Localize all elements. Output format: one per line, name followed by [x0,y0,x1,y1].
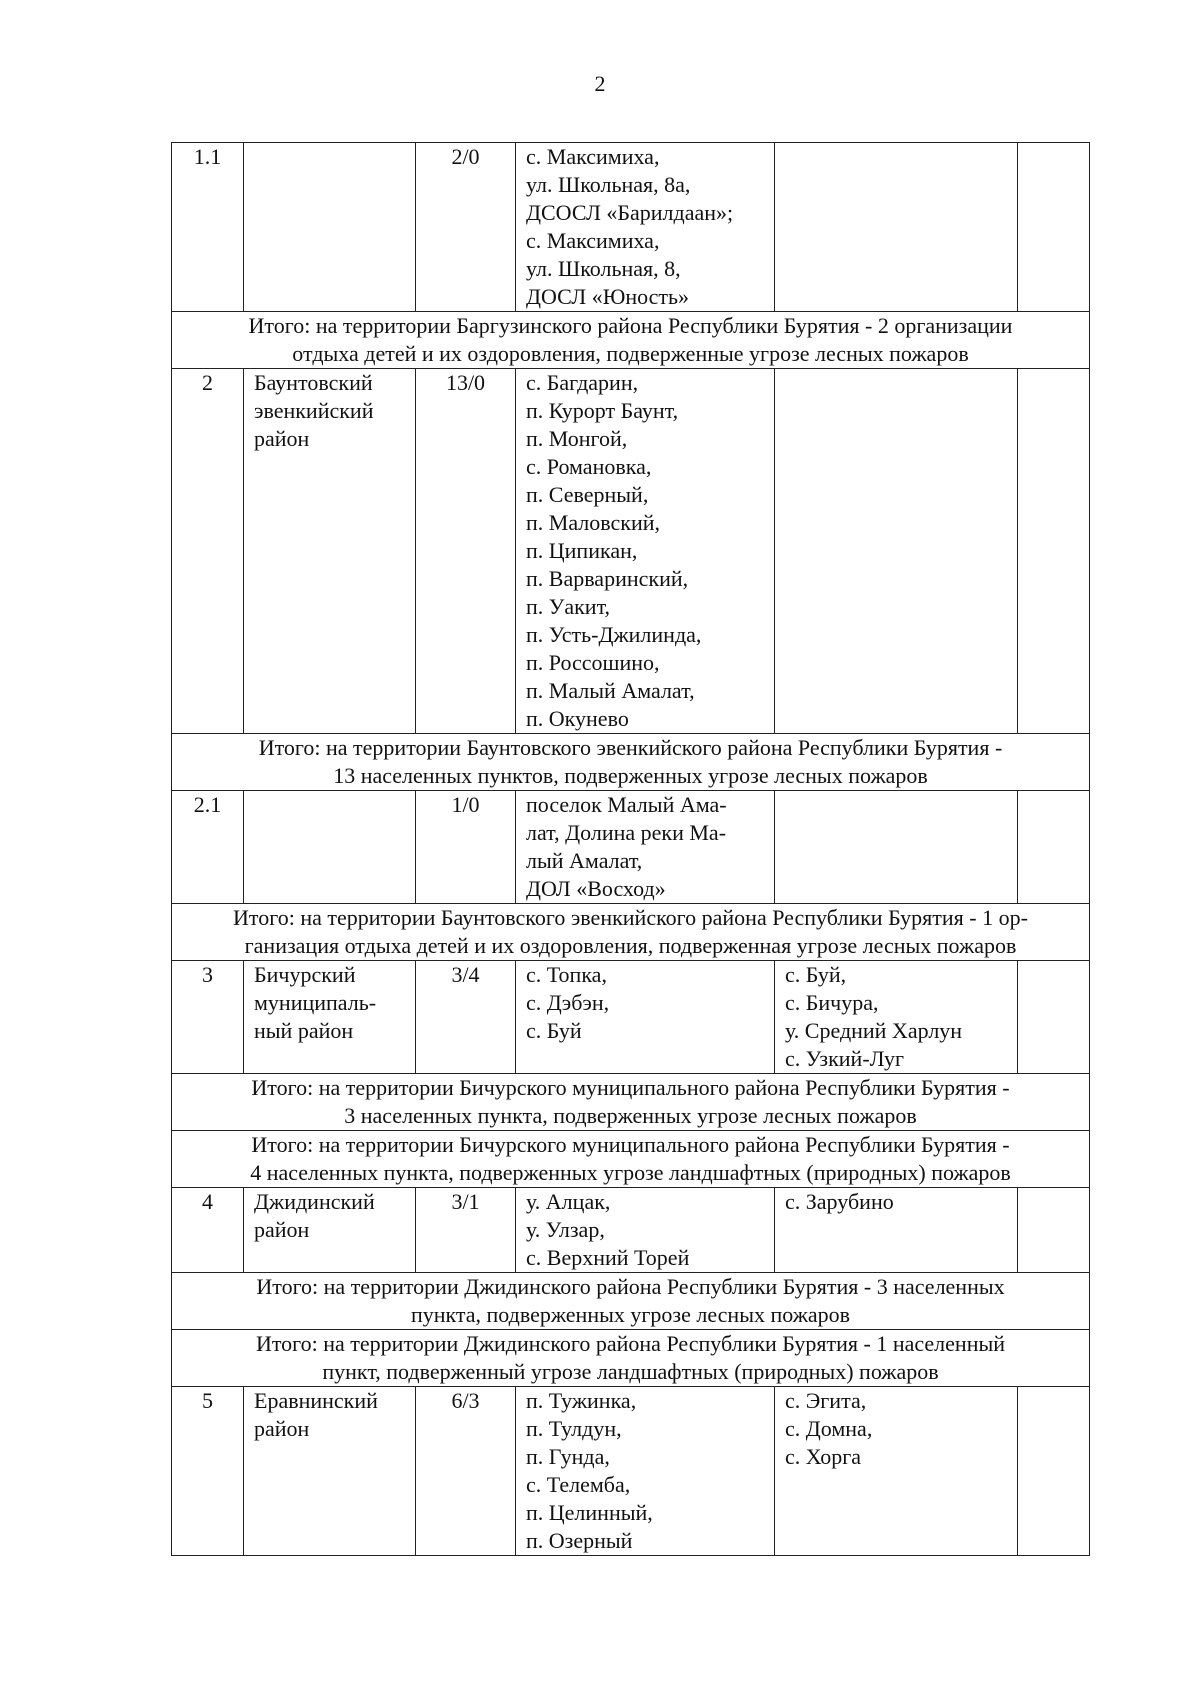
total-text: Итого: на территории Баргузинского района Республики Бурятия - 2 организации отдыха детей и их оздоровления, подверженные угрозе лесных пожаров [172,312,1090,369]
notes-cell [1018,1188,1090,1273]
district-cell: Джидинский район [244,1188,416,1273]
notes-cell [1018,791,1090,904]
notes-cell [1018,369,1090,734]
total-row [172,1131,1090,1188]
notes-cell [1018,1387,1090,1556]
table-row [172,961,1090,1074]
landscape-fire-settlements-cell: с. Эгита, с. Домна, с. Хорга [775,1387,1018,1556]
settlement-count-cell: 2/0 [416,143,516,312]
page-number: 2 [594,71,606,96]
row-number-cell: 2.1 [172,791,244,904]
forest-fire-settlements-cell: с. Багдарин, п. Курорт Баунт, п. Монгой, с. Романовка, п. Северный, п. Маловский, п. Ципикан, п. Варваринский, п. Уакит, п. Усть-Джилинда, п. Россошино, п. Малый Амалат, п. Окунево [516,369,775,734]
settlement-count-cell: 3/4 [416,961,516,1074]
total-text: Итого: на территории Бичурского муниципального района Республики Бурятия - 3 населенных пункта, подверженных угрозе лесных пожаров [172,1074,1090,1131]
district-cell [244,791,416,904]
forest-fire-settlements-cell: с. Топка, с. Дэбэн, с. Буй [516,961,775,1074]
total-text: Итого: на территории Джидинского района Республики Бурятия - 3 населенных пункта, подверженных угрозе лесных пожаров [172,1273,1090,1330]
district-cell: Еравнинский район [244,1387,416,1556]
notes-cell [1018,961,1090,1074]
landscape-fire-settlements-cell [775,791,1018,904]
total-row [172,1330,1090,1387]
landscape-fire-settlements-cell: с. Зарубино [775,1188,1018,1273]
landscape-fire-settlements-cell [775,143,1018,312]
row-number-cell: 4 [172,1188,244,1273]
forest-fire-settlements-cell: с. Максимиха, ул. Школьная, 8а, ДСОСЛ «Барилдаан»; с. Максимиха, ул. Школьная, 8, ДОСЛ «Юность» [516,143,775,312]
forest-fire-settlements-cell: п. Тужинка, п. Тулдун, п. Гунда, с. Телемба, п. Целинный, п. Озерный [516,1387,775,1556]
total-row [172,1273,1090,1330]
row-number-cell: 5 [172,1387,244,1556]
table-row [172,1188,1090,1273]
total-text: Итого: на территории Джидинского района Республики Бурятия - 1 населенный пункт, подверженный угрозе ландшафтных (природных) пожаров [172,1330,1090,1387]
table-row [172,1387,1090,1556]
district-cell [244,143,416,312]
settlement-count-cell: 13/0 [416,369,516,734]
row-number-cell: 1.1 [172,143,244,312]
notes-cell [1018,143,1090,312]
total-text: Итого: на территории Баунтовского эвенкийского района Республики Бурятия - 1 ор- ганизация отдыха детей и их оздоровления, подверженная угрозе лесных пожаров [172,904,1090,961]
forest-fire-settlements-cell: у. Алцак, у. Улзар, с. Верхний Торей [516,1188,775,1273]
total-row [172,904,1090,961]
total-text: Итого: на территории Баунтовского эвенкийского района Республики Бурятия - 13 населенных пунктов, подверженных угрозе лесных пожаров [172,734,1090,791]
total-row [172,1074,1090,1131]
table-row [172,143,1090,312]
settlements-table [171,142,1090,1556]
settlement-count-cell: 3/1 [416,1188,516,1273]
settlement-count-cell: 6/3 [416,1387,516,1556]
landscape-fire-settlements-cell [775,369,1018,734]
total-row [172,734,1090,791]
table-row [172,369,1090,734]
total-row [172,312,1090,369]
row-number-cell: 2 [172,369,244,734]
district-cell: Бичурский муниципаль- ный район [244,961,416,1074]
row-number-cell: 3 [172,961,244,1074]
table-row [172,791,1090,904]
district-cell: Баунтовский эвенкийский район [244,369,416,734]
total-text: Итого: на территории Бичурского муниципального района Республики Бурятия - 4 населенных пункта, подверженных угрозе ландшафтных (природных) пожаров [172,1131,1090,1188]
landscape-fire-settlements-cell: с. Буй, с. Бичура, у. Средний Харлун с. Узкий-Луг [775,961,1018,1074]
settlement-count-cell: 1/0 [416,791,516,904]
forest-fire-settlements-cell: поселок Малый Ама- лат, Долина реки Ма- лый Амалат, ДОЛ «Восход» [516,791,775,904]
